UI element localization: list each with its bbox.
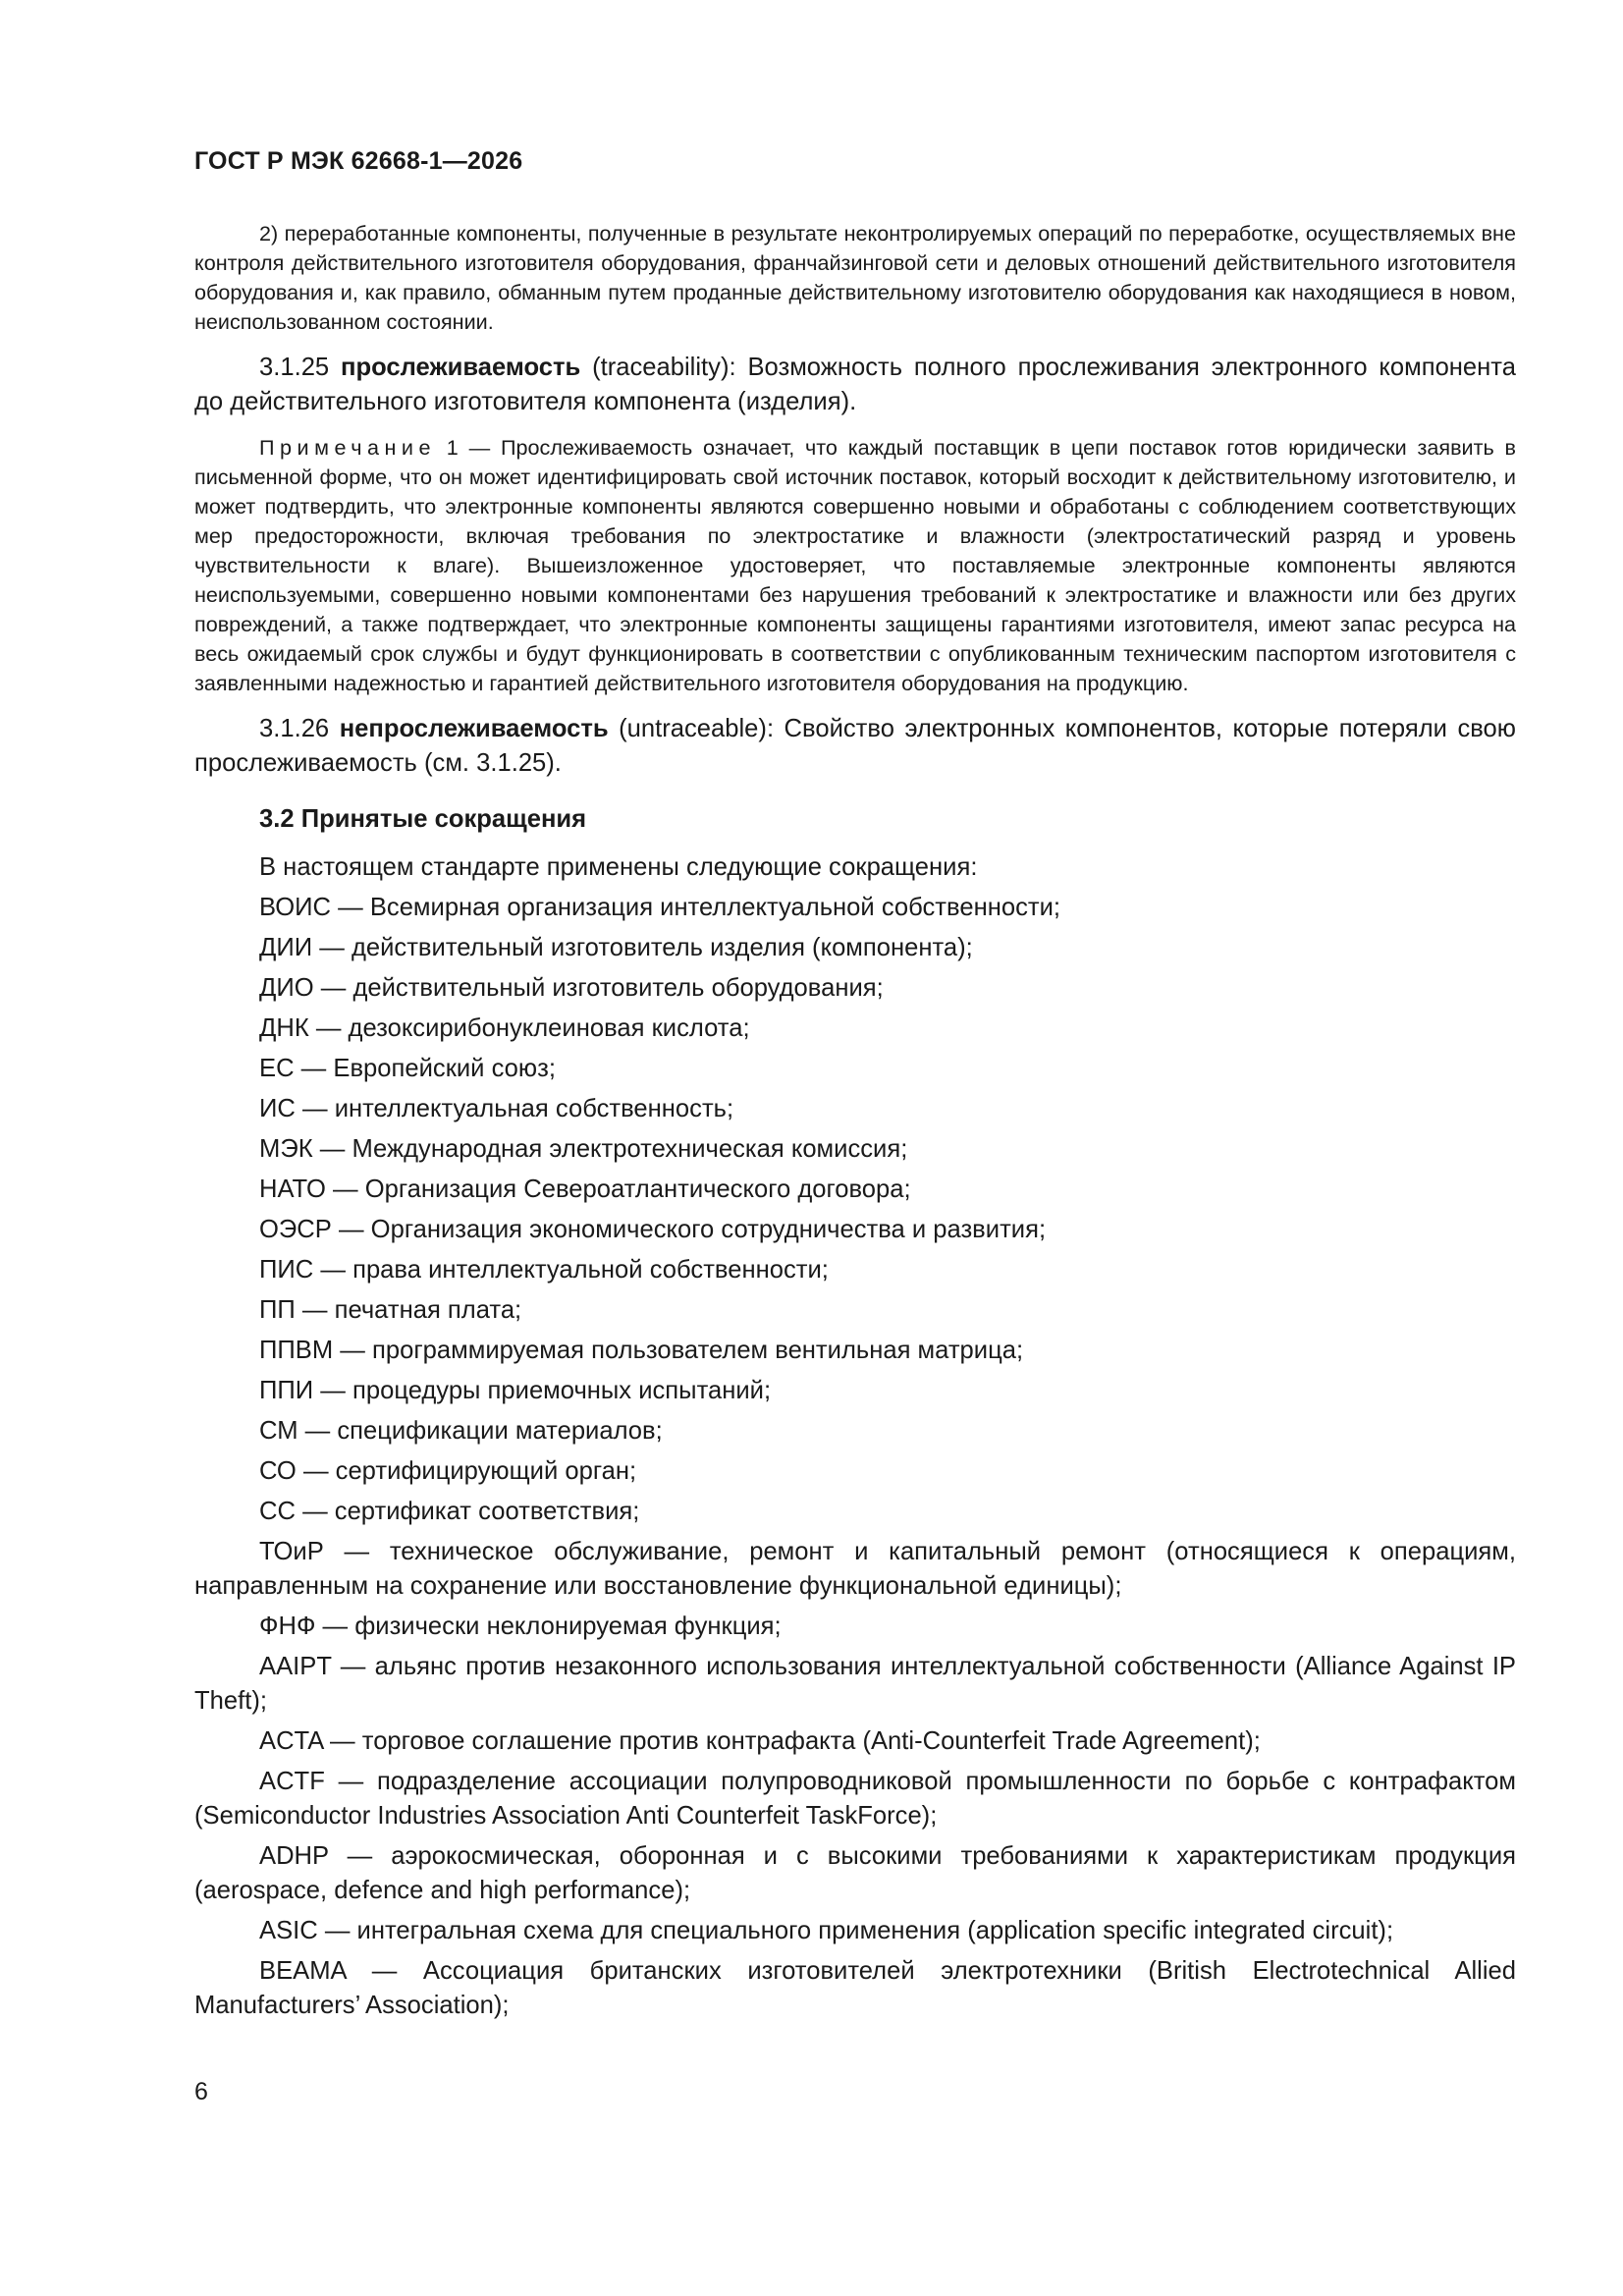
abbreviation-item: ACTF — подразделение ассоциации полупроводниковой промышленности по борьбе с контрафактом (Semiconductor Industries Association Anti Counterfeit TaskForce); [194,1768,1516,1830]
abbreviation-item: ДНК — дезоксирибонуклеиновая кислота; [259,1014,750,1042]
abbreviation-item: ПИС — права интеллектуальной собственности; [259,1256,829,1284]
term-number: 3.1.26 [259,715,330,742]
abbreviation-item: ППИ — процедуры приемочных испытаний; [259,1377,772,1404]
abbreviation-item: ОЭСР — Организация экономического сотрудничества и развития; [259,1216,1047,1243]
note-label: Примечание [259,435,436,460]
abbreviation-item: ДИО — действительный изготовитель оборудования; [259,974,884,1002]
term-word: непрослеживаемость [339,715,609,742]
abbreviation-item: ADHP — аэрокосмическая, оборонная и с высокими требованиями к характеристикам продукция (aerospace, defence and high performance); [194,1842,1516,1904]
abbreviation-item: СМ — спецификации материалов; [259,1417,663,1445]
abbreviation-item: ДИИ — действительный изготовитель изделия (компонента); [259,934,973,961]
abbreviation-item: НАТО — Организация Североатлантического договора; [259,1175,911,1203]
abbreviation-item: ИС — интеллектуальная собственность; [259,1095,734,1122]
term-definition: (traceability): Возможность полного прослеживания электронного компонента до действительного изготовителя компонента (изделия). [194,354,1516,415]
note-1 [194,433,1516,698]
intro-list-item: 2) переработанные компоненты, полученные в результате неконтролируемых операций по переработке, осуществляемых вне контроля действительного изготовителя оборудования, франчайзинговой сети и деловых отношений действительного изготовителя оборудования и, как правило, обманным путем проданные действительному изготовителю оборудования как находящиеся в новом, неиспользованном состоянии. [194,221,1516,334]
term-definition: (untraceable): Свойство электронных компонентов, которые потеряли свою прослеживаемость (см. 3.1.25). [194,715,1516,777]
term-3-1-26 [194,712,1516,781]
abbreviation-item: ППВМ — программируемая пользователем вентильная матрица; [259,1337,1024,1364]
abbreviation-item: ПП — печатная плата; [259,1296,522,1324]
abbreviation-item: ЕС — Европейский союз; [259,1055,556,1082]
term-number: 3.1.25 [259,354,330,381]
abbreviation-item: BEAMA — Ассоциация британских изготовителей электротехники (British Electrotechnical Allied Manufacturers’ Association); [194,1957,1516,2019]
abbreviation-item: МЭК — Международная электротехническая комиссия; [259,1135,908,1163]
abbreviation-item: ACTA — торговое соглашение против контрафакта (Anti-Counterfeit Trade Agreement); [259,1727,1261,1755]
abbreviation-item: AAIPT — альянс против незаконного использования интеллектуальной собственности (Alliance Against IP Theft); [194,1653,1516,1715]
document-page [194,147,1516,2029]
abbreviation-item: СС — сертификат соответствия; [259,1498,640,1525]
abbreviation-intro: В настоящем стандарте применены следующие сокращения: [259,853,978,881]
abbreviation-item: ФНФ — физически неклонируемая функция; [259,1613,782,1640]
section-title: 3.2 Принятые сокращения [259,805,587,833]
abbreviation-item: ВОИС — Всемирная организация интеллектуальной собственности; [259,894,1061,921]
page-number: 6 [194,2078,208,2105]
abbreviation-item: ТОиР — техническое обслуживание, ремонт и капитальный ремонт (относящиеся к операциям, направленным на сохранение или восстановление функциональной единицы); [194,1538,1516,1600]
abbreviation-item: ASIC — интегральная схема для специального применения (application specific integrated circuit); [259,1917,1394,1944]
document-header: ГОСТ Р МЭК 62668-1—2026 [194,147,523,175]
term-3-1-25 [194,351,1516,419]
abbreviation-item: СО — сертифицирующий орган; [259,1457,637,1485]
abbreviation-list [194,850,1516,2023]
note-text: 1 — Прослеживаемость означает, что каждый поставщик в цепи поставок готов юридически заявить в письменной форме, что он может идентифицировать свой источник поставок, который восходит к действительному изготовителю, и может подтвердить, что электронные компоненты являются совершенно новыми и обработаны с соблюдением соответствующих мер предосторожности, включая требования по электростатике и влажности (электростатический разряд и уровень чувствительности к влаге). Вышеизложенное удостоверяет, что поставляемые электронные компоненты являются неиспользуемыми, совершенно новыми компонентами без нарушения требований к электростатике и влажности или без других повреждений, а также подтверждает, что электронные компоненты защищены гарантиями изготовителя, имеют запас ресурса на весь ожидаемый срок службы и будут функционировать в соответствии с опубликованным техническим паспортом изготовителя с заявленными надежностью и гарантией действительного изготовителя оборудования на продукцию. [194,435,1517,695]
term-word: прослеживаемость [341,354,581,381]
